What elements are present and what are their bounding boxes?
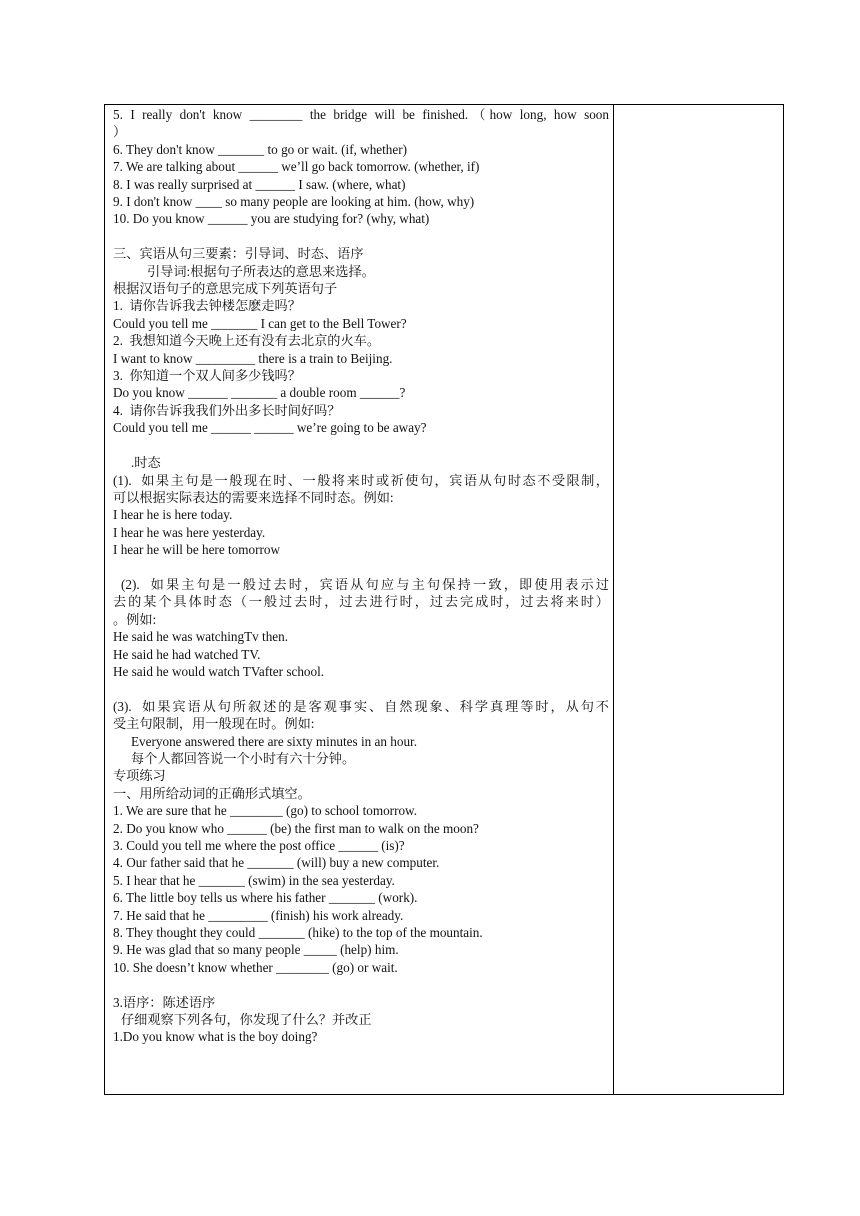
text-line: He said he was watchingTv then. (113, 629, 289, 645)
text-line: Could you tell me ______ ______ we’re going to be away? (113, 420, 427, 436)
text-line: 去的某个具体时态（一般过去时，过去进行时，过去完成时，过去将来时） (113, 594, 609, 610)
exercise-item: 4. Our father said that he _______ (will) buy a new computer. (113, 855, 440, 871)
text-line: 引导词:根据句子所表达的意思来选择。 (147, 263, 375, 279)
text-line: 5. I really don't know ________ the bridge will be finished.（how long, how soon (113, 107, 609, 122)
exercise-item: 2. Do you know who ______ (be) the first man to walk on the moon? (113, 820, 479, 836)
blank-line (113, 559, 609, 576)
text-line: 2. 我想知道今天晚上还有没有去北京的火车。 (113, 333, 381, 349)
text-line: 9. I don't know ____ so many people are looking at him. (how, why) (113, 194, 475, 210)
blank-line (113, 228, 609, 245)
exercise-item: 1. We are sure that he ________ (go) to school tomorrow. (113, 803, 418, 819)
text-line: 1. 请你告诉我去钟楼怎麽走吗？ (113, 298, 301, 314)
text-line: I hear he is here today. (113, 507, 233, 523)
text-line: 。例如: (113, 611, 157, 627)
text-line: 可以根据实际表达的需要来选择不同时态。例如: (113, 489, 394, 505)
text-line: 受主句限制，用一般现在时。例如: (113, 716, 315, 732)
text-line: (2). 如果主句是一般过去时，宾语从句应与主句保持一致，即使用表示过 (121, 576, 609, 592)
notes-cell (614, 105, 783, 1094)
section-heading: 三、宾语从句三要素：引导词、时态、语序 (113, 246, 364, 262)
text-line: ） (113, 124, 127, 140)
text-line: 6. They don't know _______ to go or wait. (if, whether) (113, 141, 408, 157)
section-heading: 一、用所给动词的正确形式填空。 (113, 785, 311, 801)
text-line: Could you tell me _______ I can get to the Bell Tower? (113, 315, 407, 331)
text-line: I hear he will be here tomorrow (113, 542, 280, 558)
text-line: 1.Do you know what is the boy doing? (113, 1029, 318, 1045)
section-heading: .时态 (131, 455, 161, 471)
text-line: 8. I was really surprised at ______ I saw. (where, what) (113, 176, 406, 192)
exercise-item: 6. The little boy tells us where his father _______ (work). (113, 890, 418, 906)
blank-line (113, 437, 609, 454)
worksheet-table (104, 104, 784, 1095)
exercise-item: 8. They thought they could _______ (hike) to the top of the mountain. (113, 925, 483, 941)
blank-line (113, 680, 609, 697)
text-line: (3). 如果宾语从句所叙述的是客观事实、自然现象、科学真理等时，从句不 (113, 698, 609, 714)
content-cell (105, 105, 614, 1094)
text-line: 根据汉语句子的意思完成下列英语句子 (113, 281, 338, 297)
text-line: (1). 如果主句是一般现在时、一般将来时或祈使句，宾语从句时态不受限制， (113, 472, 609, 488)
text-line: 4. 请你告诉我我们外出多长时间好吗？ (113, 402, 341, 418)
text-line: I hear he was here yesterday. (113, 524, 266, 540)
text-line: 7. We are talking about ______ we’ll go back tomorrow. (whether, if) (113, 159, 480, 175)
text-line: 每个人都回答说一个小时有六十分钟。 (131, 750, 356, 766)
text-line: I want to know _________ there is a train to Beijing. (113, 350, 393, 366)
text-line: Everyone answered there are sixty minutes in an hour. (131, 733, 418, 749)
blank-line (113, 976, 609, 993)
section-heading: 专项练习 (113, 768, 166, 784)
text-line: He said he had watched TV. (113, 646, 261, 662)
text-line: 仔细观察下列各句，你发现了什么？并改正 (121, 1012, 372, 1028)
exercise-item: 9. He was glad that so many people _____ (help) him. (113, 942, 399, 958)
text-line: 3. 你知道一个双人间多少钱吗？ (113, 368, 301, 384)
text-line: He said he would watch TVafter school. (113, 663, 325, 679)
exercise-item: 3. Could you tell me where the post office ______ (is)? (113, 838, 405, 853)
exercise-item: 10. She doesn’t know whether ________ (go) or wait. (113, 959, 398, 975)
text-line: 10. Do you know ______ you are studying for? (why, what) (113, 211, 430, 227)
section-heading: 3.语序：陈述语序 (113, 994, 216, 1010)
exercise-item: 7. He said that he _________ (finish) his work already. (113, 907, 404, 923)
text-line: Do you know ______ _______ a double room ______? (113, 385, 406, 401)
exercise-item: 5. I hear that he _______ (swim) in the sea yesterday. (113, 872, 395, 888)
